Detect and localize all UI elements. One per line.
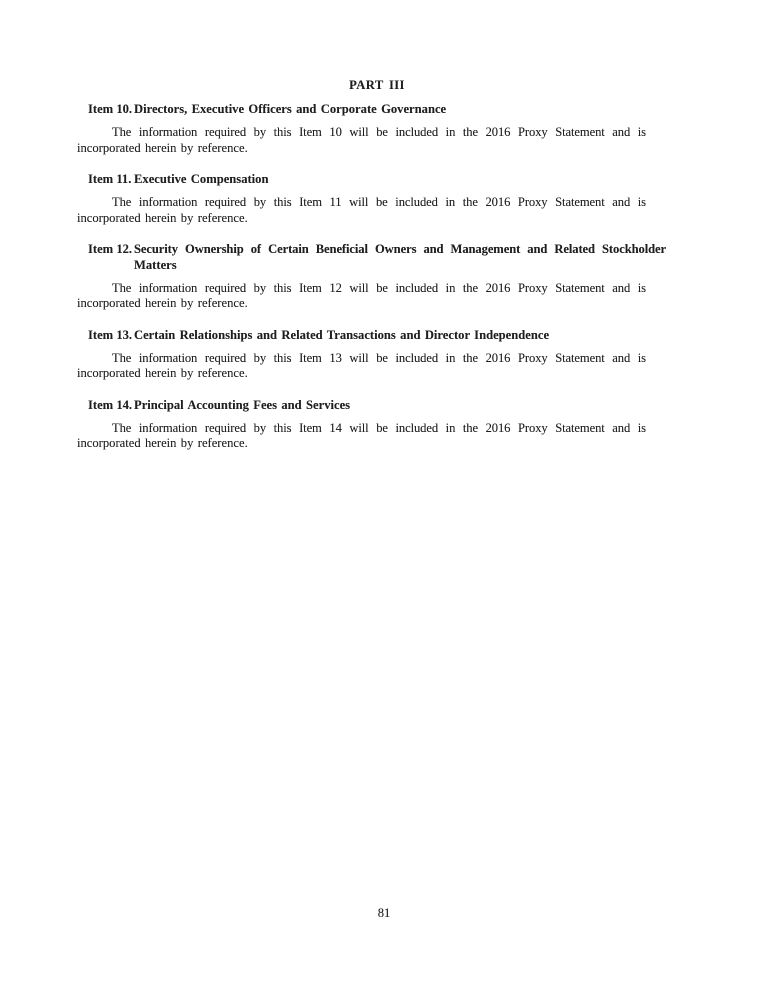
item-title: Executive Compensation bbox=[134, 172, 269, 186]
page-content bbox=[77, 78, 677, 468]
page-number: 81 bbox=[377, 906, 391, 920]
item-title-line: Matters bbox=[134, 257, 177, 272]
item-number-label: Item 10. bbox=[88, 102, 133, 116]
part-title: PART III bbox=[349, 78, 405, 92]
item-number-label: Item 12. bbox=[88, 242, 133, 256]
item-title: Directors, Executive Officers and Corporate Governance bbox=[134, 102, 447, 116]
body-paragraph bbox=[77, 281, 646, 312]
section-heading-item-10 bbox=[88, 102, 666, 118]
body-paragraph bbox=[77, 125, 646, 156]
paragraph-line: The information required by this Item 10 will be included in the 2016 Proxy Statement and is bbox=[112, 125, 646, 139]
paragraph-line: The information required by this Item 14 will be included in the 2016 Proxy Statement and is bbox=[112, 420, 646, 435]
paragraph-line: The information required by this Item 13 will be included in the 2016 Proxy Statement and is bbox=[112, 350, 646, 365]
section-heading-item-13 bbox=[88, 328, 666, 344]
item-number-label: Item 13. bbox=[88, 327, 133, 342]
paragraph-line: incorporated herein by reference. bbox=[77, 210, 248, 225]
paragraph-line: incorporated herein by reference. bbox=[77, 140, 248, 155]
section-heading-item-12 bbox=[88, 242, 666, 273]
item-title-line: Security Ownership of Certain Beneficial Owners and Management and Related Stockholder bbox=[134, 242, 666, 256]
paragraph-line: incorporated herein by reference. bbox=[77, 366, 248, 380]
paragraph-line: incorporated herein by reference. bbox=[77, 436, 248, 450]
paragraph-line: incorporated herein by reference. bbox=[77, 296, 248, 310]
section-heading-item-14 bbox=[88, 398, 666, 414]
section-heading-item-11 bbox=[88, 172, 666, 188]
item-number-label: Item 11. bbox=[88, 172, 132, 186]
body-paragraph bbox=[77, 195, 646, 226]
body-paragraph bbox=[77, 421, 646, 452]
item-title: Certain Relationships and Related Transactions and Director Independence bbox=[134, 327, 550, 342]
item-title: Principal Accounting Fees and Services bbox=[134, 397, 351, 412]
paragraph-line: The information required by this Item 11 will be included in the 2016 Proxy Statement and is bbox=[112, 195, 646, 209]
paragraph-line: The information required by this Item 12 will be included in the 2016 Proxy Statement and is bbox=[112, 280, 646, 295]
body-paragraph bbox=[77, 351, 646, 382]
item-number-label: Item 14. bbox=[88, 397, 133, 412]
